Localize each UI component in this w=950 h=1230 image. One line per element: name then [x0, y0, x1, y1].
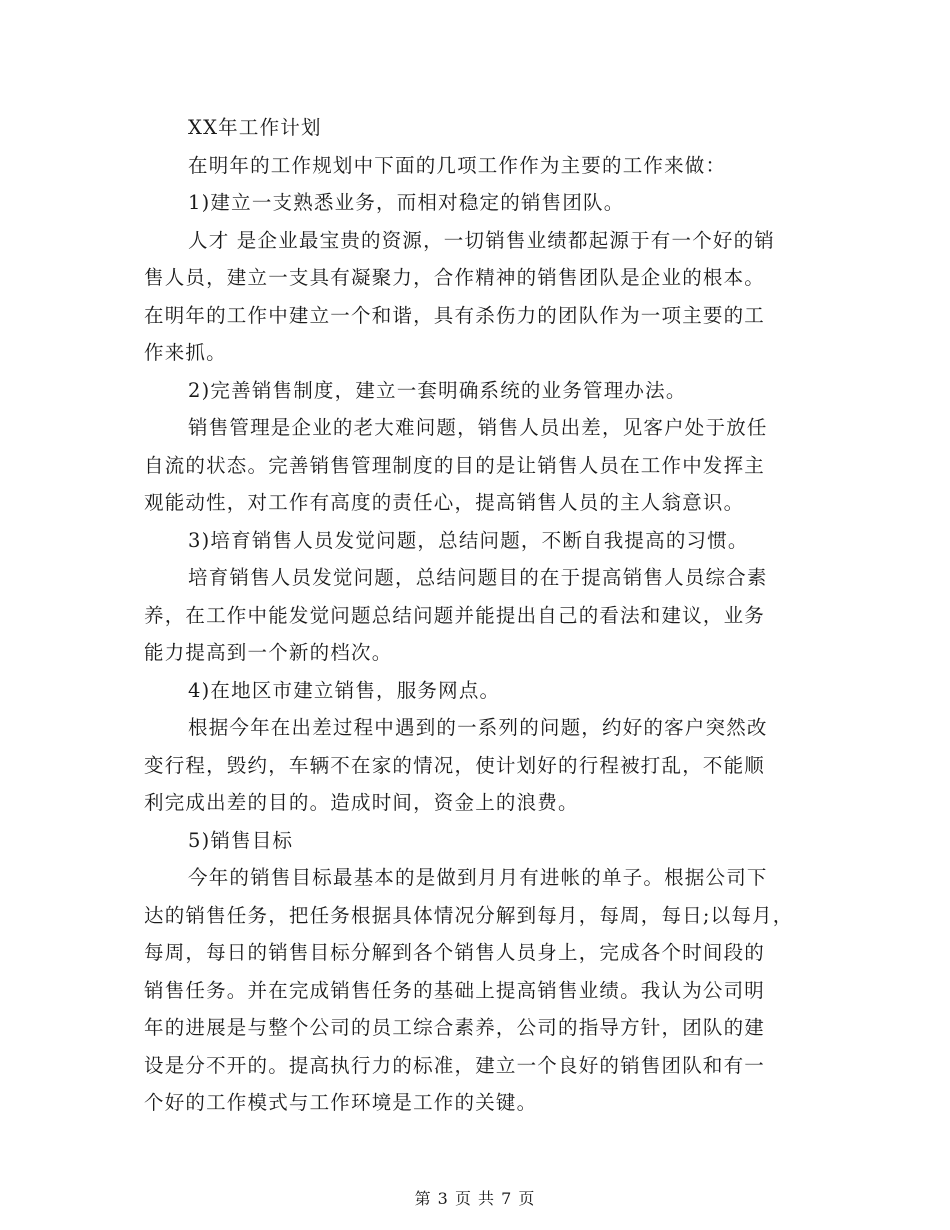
section-3-paragraph-line: 培育销售人员发觉问题，总结问题目的在于提高销售人员综合素	[188, 566, 768, 589]
intro-paragraph: 在明年的工作规划中下面的几项工作作为主要的工作来做：	[188, 154, 727, 177]
section-1-paragraph-line: 售人员，建立一支具有凝聚力，合作精神的销售团队是企业的根本。	[144, 266, 766, 289]
section-4-paragraph-line: 利完成出差的目的。造成时间，资金上的浪费。	[144, 791, 579, 814]
section-4-paragraph-line: 根据今年在出差过程中遇到的一系列的问题，约好的客户突然改	[188, 716, 768, 739]
section-1-paragraph-line: 人才 是企业最宝贵的资源，一切销售业绩都起源于有一个好的销	[188, 229, 775, 252]
section-5-paragraph-line: 年的进展是与整个公司的员工综合素养，公司的指导方针，团队的建	[144, 1016, 766, 1039]
section-5-paragraph-line: 销售任务。并在完成销售任务的基础上提高销售业绩。我认为公司明	[144, 979, 766, 1002]
document-title: XX年工作计划	[188, 116, 322, 139]
section-4-paragraph-line: 变行程，毁约，车辆不在家的情况，使计划好的行程被打乱，不能顺	[144, 754, 766, 777]
section-5-paragraph-line: 达的销售任务，把任务根据具体情况分解到每月，每周，每日;以每月，	[144, 904, 794, 927]
section-5-paragraph-line: 设是分不开的。提高执行力的标准，建立一个良好的销售团队和有一	[144, 1054, 766, 1077]
section-1-paragraph-line: 在明年的工作中建立一个和谐，具有杀伤力的团队作为一项主要的工	[144, 304, 766, 327]
section-4-heading: 4)在地区市建立销售，服务网点。	[188, 679, 501, 702]
section-2-heading: 2)完善销售制度，建立一套明确系统的业务管理办法。	[188, 379, 687, 402]
section-1-heading: 1)建立一支熟悉业务，而相对稳定的销售团队。	[188, 191, 625, 214]
section-5-paragraph-line: 今年的销售目标最基本的是做到月月有进帐的单子。根据公司下	[188, 866, 768, 889]
section-5-paragraph-line: 个好的工作模式与工作环境是工作的关键。	[144, 1091, 538, 1114]
section-1-paragraph-line: 作来抓。	[144, 341, 227, 364]
section-5-paragraph-line: 每周，每日的销售目标分解到各个销售人员身上，完成各个时间段的	[144, 941, 766, 964]
section-3-paragraph-line: 养，在工作中能发觉问题总结问题并能提出自己的看法和建议，业务	[144, 604, 766, 627]
section-2-paragraph-line: 自流的状态。完善销售管理制度的目的是让销售人员在工作中发挥主	[144, 454, 766, 477]
section-5-heading: 5)销售目标	[188, 829, 294, 852]
section-2-paragraph-line: 观能动性，对工作有高度的责任心，提高销售人员的主人翁意识。	[144, 491, 745, 514]
section-3-paragraph-line: 能力提高到一个新的档次。	[144, 641, 393, 664]
page-number-footer: 第 3 页 共 7 页	[414, 1189, 536, 1208]
section-2-paragraph-line: 销售管理是企业的老大难问题，销售人员出差，见客户处于放任	[188, 416, 768, 439]
section-3-heading: 3)培育销售人员发觉问题，总结问题，不断自我提高的习惯。	[188, 529, 749, 552]
